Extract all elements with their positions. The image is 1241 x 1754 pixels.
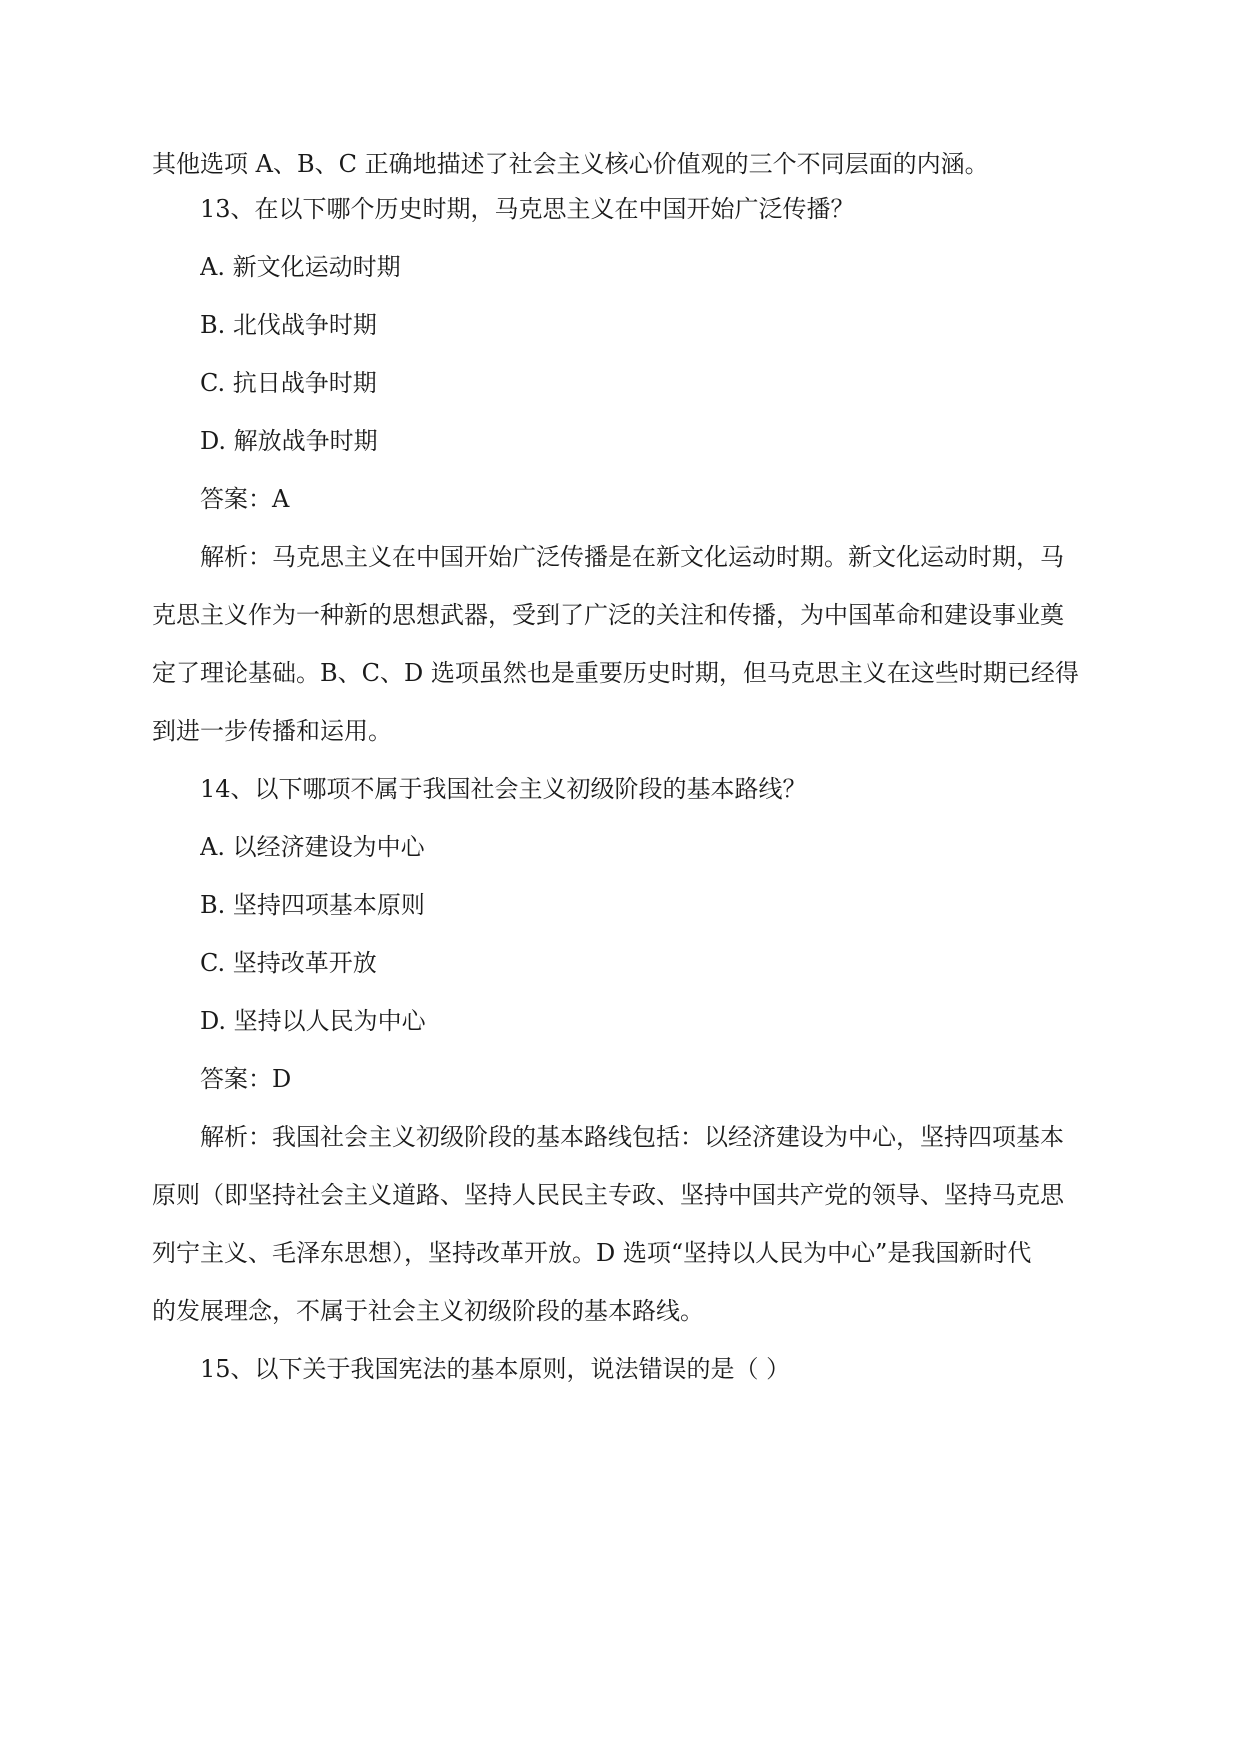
question-14-analysis-line: 原则（即坚持社会主义道路、坚持人民民主专政、坚持中国共产党的领导、坚持马克思 (152, 1181, 1064, 1209)
question-13-analysis-line: 定了理论基础。B、C、D 选项虽然也是重要历史时期，但马克思主义在这些时期已经得 (152, 659, 1079, 687)
question-14-analysis-line: 解析：我国社会主义初级阶段的基本路线包括：以经济建设为中心，坚持四项基本 (200, 1123, 1064, 1151)
question-13-option-b: B. 北伐战争时期 (200, 311, 377, 339)
question-14-text: 14、以下哪项不属于我国社会主义初级阶段的基本路线？ (200, 775, 807, 803)
question-14-option-d: D. 坚持以人民为中心 (200, 1007, 426, 1035)
question-14-option-b: B. 坚持四项基本原则 (200, 891, 425, 919)
question-13-analysis-line: 克思主义作为一种新的思想武器，受到了广泛的关注和传播，为中国革命和建设事业奠 (152, 601, 1064, 629)
previous-analysis-tail: 其他选项 A、B、C 正确地描述了社会主义核心价值观的三个不同层面的内涵。 (152, 150, 989, 178)
question-14-answer: 答案：D (200, 1065, 292, 1093)
question-13-analysis-line: 解析：马克思主义在中国开始广泛传播是在新文化运动时期。新文化运动时期，马 (200, 543, 1064, 571)
question-13-answer: 答案：A (200, 485, 290, 513)
question-14-analysis-line: 列宁主义、毛泽东思想），坚持改革开放。D 选项“坚持以人民为中心”是我国新时代 (152, 1239, 1032, 1267)
question-14-option-c: C. 坚持改革开放 (200, 949, 377, 977)
question-14-analysis-line: 的发展理念，不属于社会主义初级阶段的基本路线。 (152, 1297, 704, 1325)
question-13-analysis-line: 到进一步传播和运用。 (152, 717, 392, 745)
question-13-option-c: C. 抗日战争时期 (200, 369, 377, 397)
question-14-option-a: A. 以经济建设为中心 (200, 833, 425, 861)
question-13-text: 13、在以下哪个历史时期，马克思主义在中国开始广泛传播？ (200, 195, 855, 223)
question-13-option-a: A. 新文化运动时期 (200, 253, 401, 281)
question-13-option-d: D. 解放战争时期 (200, 427, 378, 455)
question-15-text: 15、以下关于我国宪法的基本原则，说法错误的是（ ） (200, 1355, 791, 1383)
